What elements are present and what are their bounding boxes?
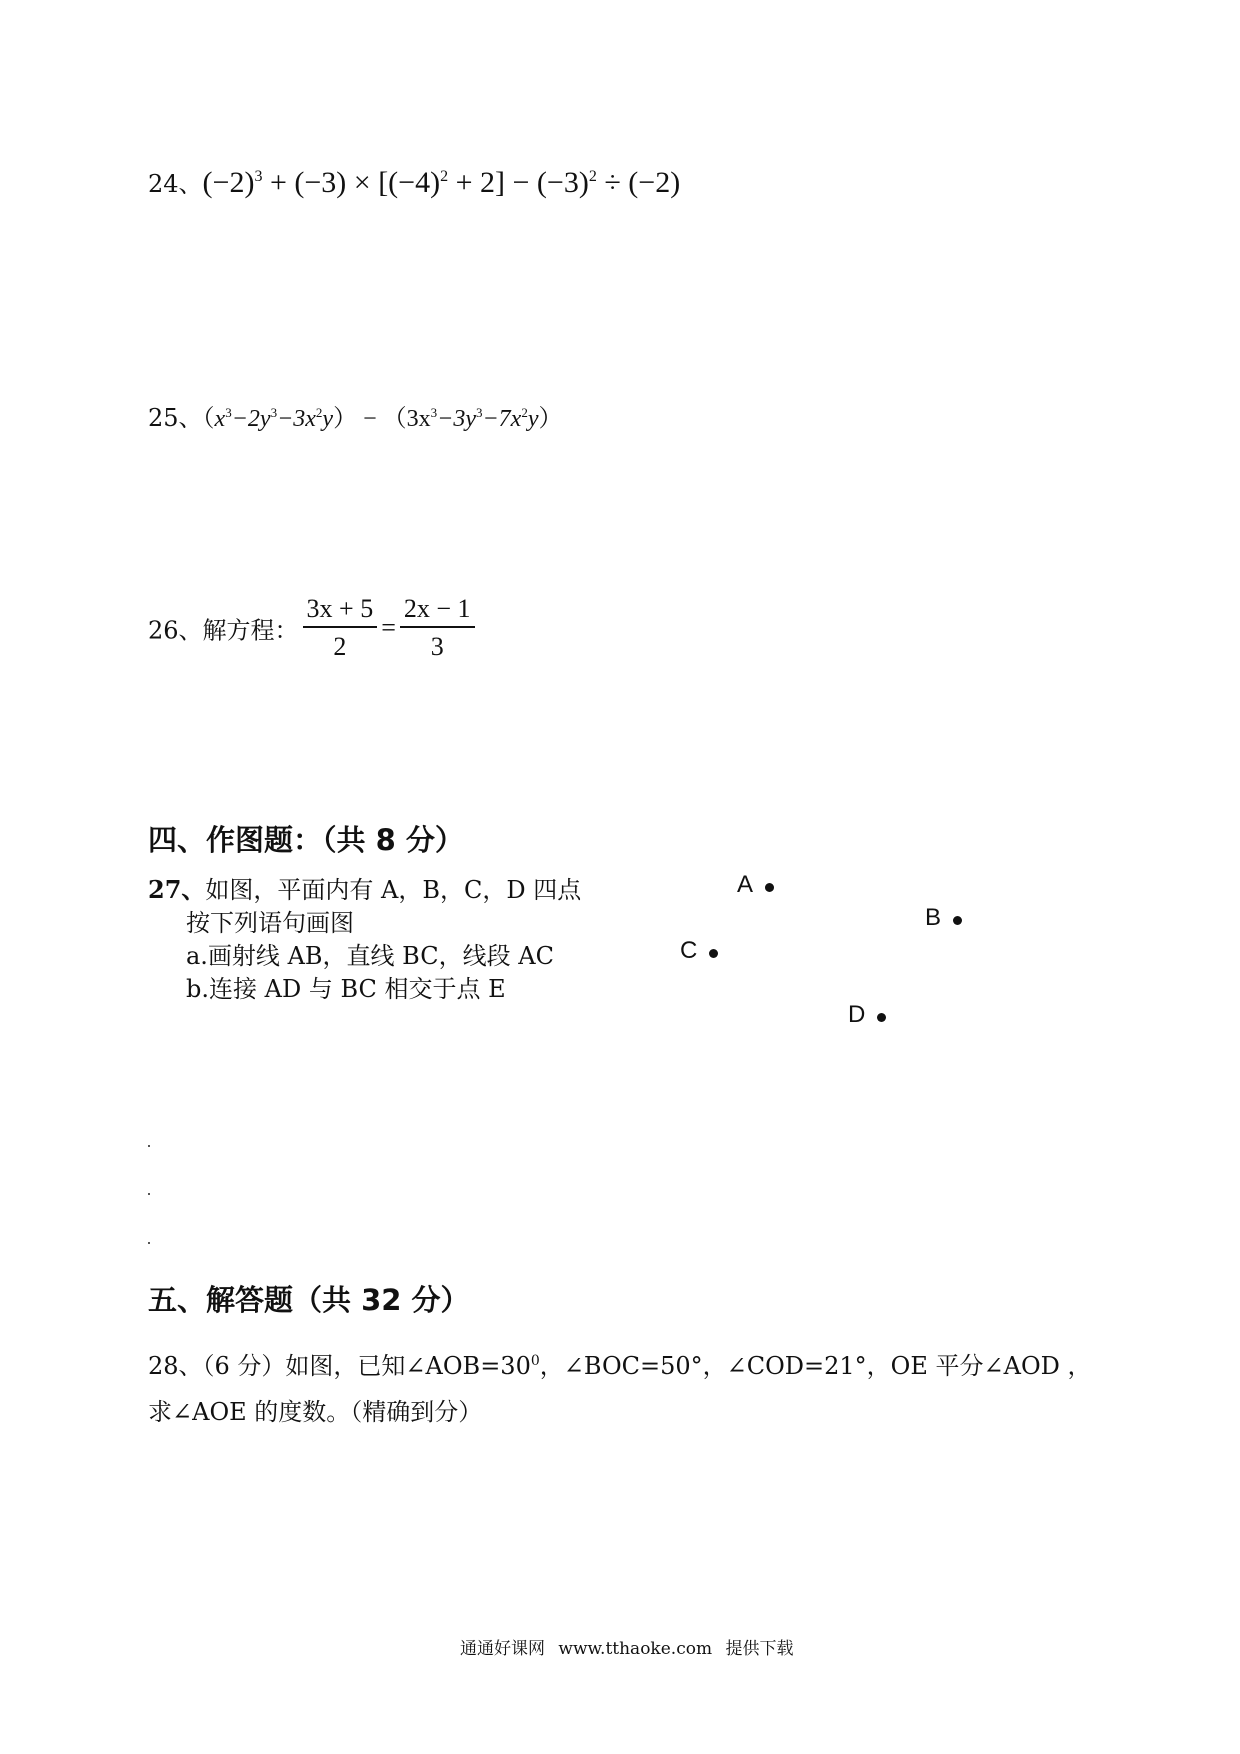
stray-mark	[148, 1242, 150, 1244]
expr-var: y	[527, 406, 539, 432]
expr-var: y	[322, 406, 334, 432]
expr-exponent: 3	[254, 168, 263, 185]
left-fraction	[303, 594, 378, 662]
expr-part: + 2] − (−3)	[448, 166, 589, 199]
point-c	[680, 937, 718, 965]
left-numerator: 3x + 5	[303, 594, 378, 628]
question-27-line3: a.画射线 AB，直线 BC，线段 AC	[186, 942, 554, 970]
expr-part: −2y	[231, 406, 271, 432]
point-c-dot	[709, 949, 718, 958]
expr-exponent: 2	[588, 168, 597, 185]
expr-var: x	[214, 406, 226, 432]
footer-suffix: 提供下载	[725, 1639, 794, 1659]
expr-part: − （3x	[357, 406, 431, 432]
footer-site: 通通好课网	[460, 1639, 545, 1659]
question-27-line1	[148, 870, 581, 905]
footer	[460, 1634, 793, 1659]
question-26-label: 解方程：	[202, 616, 299, 645]
question-25-number: 25、	[148, 404, 203, 432]
point-a-dot	[765, 883, 774, 892]
right-numerator: 2x − 1	[400, 594, 475, 628]
expr-part: ÷ (−2)	[596, 166, 681, 199]
point-d-dot	[877, 1013, 886, 1022]
point-a	[737, 871, 774, 899]
expr-part: （	[202, 406, 215, 432]
point-d	[848, 1001, 886, 1029]
footer-url: www.tthaoke.com	[558, 1639, 713, 1659]
question-24-number: 24、	[148, 170, 203, 198]
right-denominator: 3	[430, 632, 444, 661]
expr-part: −3x	[277, 406, 316, 432]
right-fraction	[400, 594, 475, 662]
question-24	[148, 164, 680, 200]
point-b-label: B	[925, 904, 942, 931]
question-28-text-b: ，∠BOC=50°，∠COD=21°，OE 平分∠AOD ，	[539, 1352, 1092, 1380]
question-28-text-a: 28、（6 分）如图，已知∠AOB=30	[148, 1352, 531, 1380]
expr-exponent: 2	[521, 405, 528, 420]
expr-exponent: 3	[430, 405, 438, 420]
expr-exponent: 2	[440, 168, 449, 185]
expr-part: −7x	[482, 406, 522, 432]
question-27-text: 如图，平面内有 A，B，C，D 四点	[205, 876, 582, 904]
stray-mark	[148, 1193, 150, 1195]
question-27-number: 27、	[148, 875, 206, 904]
question-28-line2: 求∠AOE 的度数。（精确到分）	[148, 1398, 483, 1426]
question-27-line4: b.连接 AD 与 BC 相交于点 E	[186, 975, 506, 1003]
equals-sign: =	[381, 613, 396, 642]
section-5-title: 五、解答题（共 32 分）	[148, 1283, 470, 1317]
expr-part: ）	[333, 406, 358, 432]
point-b	[925, 904, 962, 932]
expr-exponent: 2	[315, 405, 323, 420]
expr-exponent: 3	[225, 405, 232, 420]
section-4-title: 四、作图题：（共 8 分）	[148, 823, 464, 857]
question-26	[148, 594, 479, 662]
left-denominator: 2	[333, 632, 347, 661]
expr-part: ）	[538, 406, 563, 432]
question-26-number: 26、	[148, 616, 203, 645]
question-25	[148, 398, 563, 433]
question-24-expression	[203, 166, 681, 199]
question-25-expression	[203, 406, 563, 432]
point-a-label: A	[737, 871, 754, 898]
question-27-line2: 按下列语句画图	[186, 909, 354, 937]
degree-superscript: 0	[530, 1353, 540, 1369]
expr-part: −3y	[437, 406, 476, 432]
expr-part: (−2)	[202, 166, 255, 199]
expr-exponent: 3	[270, 405, 278, 420]
expr-part: + (−3) × [(−4)	[262, 166, 441, 199]
stray-mark	[148, 1145, 150, 1147]
point-c-label: C	[680, 937, 698, 964]
point-d-label: D	[848, 1001, 866, 1028]
expr-exponent: 3	[475, 405, 483, 420]
point-b-dot	[953, 916, 962, 925]
question-28-line1	[148, 1346, 1092, 1381]
